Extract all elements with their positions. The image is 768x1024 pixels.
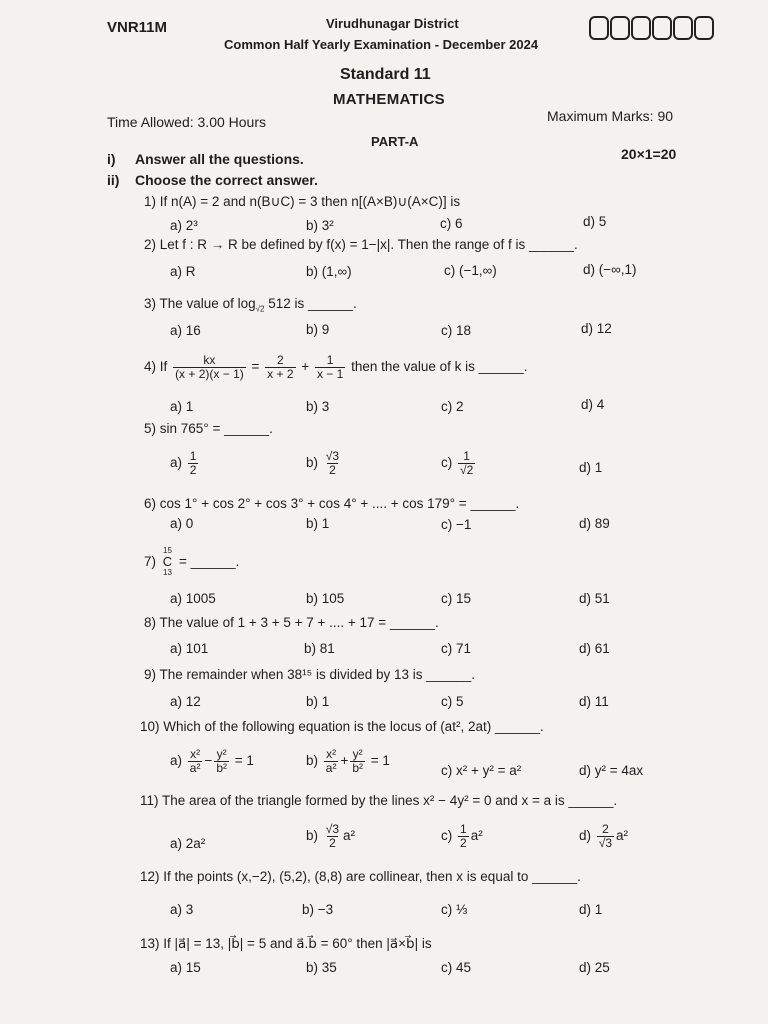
numerator: y² (216, 747, 227, 761)
option-d: d) 4 (581, 397, 605, 412)
option-d: d) 51 (579, 591, 610, 606)
numerator: y² (352, 747, 363, 761)
instruction-1-number: i) (107, 151, 116, 167)
question-13 (140, 936, 432, 952)
option-a: a) 12 (170, 694, 201, 709)
option-c (441, 823, 483, 850)
denominator: √2 (460, 463, 474, 477)
question-text: cos 1° + cos 2° + cos 3° + cos 4° + .... + cos 179° = ______. (159, 496, 520, 511)
question-number: 5) (144, 421, 157, 436)
fraction (265, 354, 295, 381)
question-4 (144, 354, 527, 381)
option-a: a) 101 (170, 641, 209, 656)
equation-rhs: = 1 (370, 753, 390, 769)
option-label: c) (441, 828, 453, 844)
question-number: 11) (140, 793, 159, 808)
denominator: 2 (189, 463, 197, 477)
question-text: The value of 1 + 3 + 5 + 7 + .... + 17 = ______. (159, 615, 439, 630)
numerator: 1 (463, 449, 470, 463)
combination-r: 13 (163, 568, 172, 577)
option-b: b) 9 (306, 322, 330, 337)
denominator: x − 1 (316, 367, 344, 381)
denominator: (x + 2)(x − 1) (175, 367, 244, 381)
question-number: 13) (140, 936, 160, 951)
denominator: 2 (460, 836, 467, 850)
equals-sign: = (251, 359, 260, 375)
option-c: c) 15 (441, 591, 472, 606)
option-c: c) 5 (441, 694, 464, 709)
option-a: a) 0 (170, 516, 194, 531)
question-1 (144, 194, 460, 210)
log-base: √2 (255, 304, 265, 314)
question-if: If (159, 359, 168, 375)
option-b: b) 1 (306, 694, 330, 709)
numerator: √3 (325, 449, 340, 463)
option-b: b) 3 (306, 399, 330, 414)
question-number: 6) (144, 496, 157, 511)
standard-title: Standard 11 (340, 66, 431, 83)
fraction (324, 450, 341, 477)
option-c: c) 45 (441, 960, 472, 975)
question-text-end: then the value of k is ______. (351, 359, 528, 375)
exam-title: Common Half Yearly Examination - December 2024 (224, 37, 539, 52)
fraction (173, 354, 246, 381)
question-6 (144, 496, 519, 511)
option-b: b) 35 (306, 960, 337, 975)
option-a: a) 15 (170, 960, 201, 975)
denominator: b² (352, 761, 364, 775)
question-2 (144, 237, 578, 252)
option-d: d) 89 (579, 516, 610, 531)
denominator: 2 (329, 463, 336, 477)
question-number: 9) (144, 667, 157, 682)
question-number: 2) (144, 237, 157, 252)
option-a: a) 16 (170, 323, 201, 338)
option-b (306, 823, 355, 850)
option-unit: a² (616, 828, 629, 844)
option-c (441, 450, 477, 477)
option-a: a) 2³ (170, 218, 198, 233)
time-allowed: Time Allowed: 3.00 Hours (107, 114, 266, 130)
question-text: If n(A) = 2 and n(B∪C) = 3 then n[(A×B)∪(A×C)] is (159, 194, 461, 209)
equation-rhs: = 1 (234, 753, 254, 769)
option-label: d) (579, 828, 592, 844)
numerator: kx (203, 353, 216, 367)
question-number: 12) (140, 869, 160, 884)
register-number-boxes (589, 16, 715, 40)
denominator: 2 (329, 836, 336, 850)
denominator: a² (189, 761, 201, 775)
instruction-2: Choose the correct answer. (135, 172, 318, 188)
question-number: 7) (144, 554, 157, 569)
question-12 (140, 869, 581, 884)
question-3 (144, 296, 357, 314)
question-number: 4) (144, 359, 157, 375)
question-number: 1) (144, 194, 157, 209)
fraction (324, 823, 341, 850)
option-label: b) (306, 828, 319, 844)
option-d: d) 1 (579, 460, 603, 475)
option-unit: a² (470, 828, 483, 844)
option-b: b) (1,∞) (306, 264, 352, 279)
combination-notation (163, 546, 172, 577)
question-text: Which of the following equation is the locus of (at², 2at) ______. (163, 719, 544, 734)
maximum-marks: Maximum Marks: 90 (547, 108, 674, 124)
question-11 (140, 793, 617, 808)
option-a (170, 748, 254, 775)
option-c: c) 6 (440, 216, 463, 231)
option-label: a) (170, 753, 183, 769)
question-9 (144, 667, 475, 682)
option-c: c) ⅓ (441, 902, 468, 917)
fraction (214, 748, 229, 775)
denominator: a² (325, 761, 337, 775)
fraction (324, 748, 339, 775)
question-8 (144, 615, 439, 630)
option-a: a) 2a² (170, 836, 206, 851)
fraction (350, 748, 365, 775)
paper-code: VNR11M (107, 19, 168, 36)
option-c: c) (−1,∞) (444, 263, 497, 278)
question-text: Let f : R → R be defined by f(x) = 1−|x|. Then the range of f is ______. (159, 237, 578, 252)
question-text-end: 512 is ______. (264, 296, 357, 311)
option-b: b) 1 (306, 516, 330, 531)
option-d: d) 61 (579, 641, 610, 656)
numerator: √3 (325, 822, 340, 836)
question-number: 8) (144, 615, 157, 630)
option-c: c) 2 (441, 399, 464, 414)
question-text: The value of log (159, 296, 256, 311)
question-text: If |a⃗| = 13, |b⃗| = 5 and a⃗.b⃗ = 60° then |a⃗×b⃗| is (163, 936, 432, 951)
option-label: c) (441, 455, 453, 471)
question-text-end: = ______. (178, 554, 240, 569)
instruction-2-number: ii) (107, 172, 120, 188)
combination-c: C (162, 554, 173, 569)
option-b: b) 3² (306, 218, 334, 233)
option-d (579, 823, 628, 850)
part-title: PART-A (371, 134, 419, 149)
option-c: c) 18 (441, 323, 472, 338)
fraction (188, 748, 203, 775)
option-d: d) 12 (581, 321, 612, 336)
option-label: b) (306, 753, 319, 769)
numerator: 1 (460, 822, 467, 836)
denominator: √3 (598, 836, 613, 850)
fraction (458, 450, 475, 477)
numerator: 1 (326, 353, 334, 367)
district-title: Virudhunagar District (326, 16, 459, 31)
option-d: d) 11 (579, 694, 609, 709)
option-c: c) 71 (441, 641, 472, 656)
question-10 (140, 719, 544, 734)
option-b: b) −3 (302, 902, 334, 917)
plus-sign: + (301, 359, 310, 375)
question-5 (144, 421, 273, 436)
option-a: a) R (170, 264, 196, 279)
option-unit: a² (343, 828, 356, 844)
option-a: a) 3 (170, 902, 194, 917)
option-b (306, 748, 390, 775)
option-a: a) 1005 (170, 591, 216, 606)
operator: + (340, 753, 349, 769)
numerator: 2 (277, 353, 284, 367)
subject-title: MATHEMATICS (333, 91, 445, 108)
numerator: x² (190, 747, 201, 761)
question-text: The area of the triangle formed by the lines x² − 4y² = 0 and x = a is ______. (162, 793, 618, 808)
fraction (597, 823, 614, 850)
numerator: 1 (189, 449, 197, 463)
option-b (306, 450, 343, 477)
denominator: b² (216, 761, 228, 775)
question-text: sin 765° = ______. (159, 421, 273, 436)
operator: − (204, 753, 213, 769)
option-b: b) 81 (304, 641, 335, 656)
fraction (315, 354, 345, 381)
instruction-1: Answer all the questions. (135, 151, 304, 167)
question-7 (144, 546, 239, 577)
option-a: a) 1 (170, 399, 194, 414)
option-b: b) 105 (306, 591, 345, 606)
question-number: 10) (140, 719, 160, 734)
option-c: c) x² + y² = a² (441, 763, 522, 778)
numerator: 2 (602, 822, 609, 836)
question-text: The remainder when 38¹⁵ is divided by 13 is ______. (159, 667, 476, 682)
option-d: d) 1 (579, 902, 603, 917)
numerator: x² (326, 747, 337, 761)
option-d: d) 25 (579, 960, 610, 975)
question-number: 3) (144, 296, 157, 311)
option-label: a) (170, 455, 183, 471)
option-d: d) 5 (583, 214, 607, 229)
question-text: If the points (x,−2), (5,2), (8,8) are collinear, then x is equal to ______. (163, 869, 581, 884)
option-c: c) −1 (441, 517, 472, 532)
option-a (170, 450, 200, 477)
fraction (458, 823, 469, 850)
option-d: d) (−∞,1) (583, 262, 637, 277)
option-d: d) y² = 4ax (579, 763, 644, 778)
fraction (188, 450, 199, 477)
option-label: b) (306, 455, 319, 471)
part-marks: 20×1=20 (621, 146, 677, 162)
combination-n: 15 (163, 546, 172, 555)
denominator: x + 2 (267, 367, 294, 381)
